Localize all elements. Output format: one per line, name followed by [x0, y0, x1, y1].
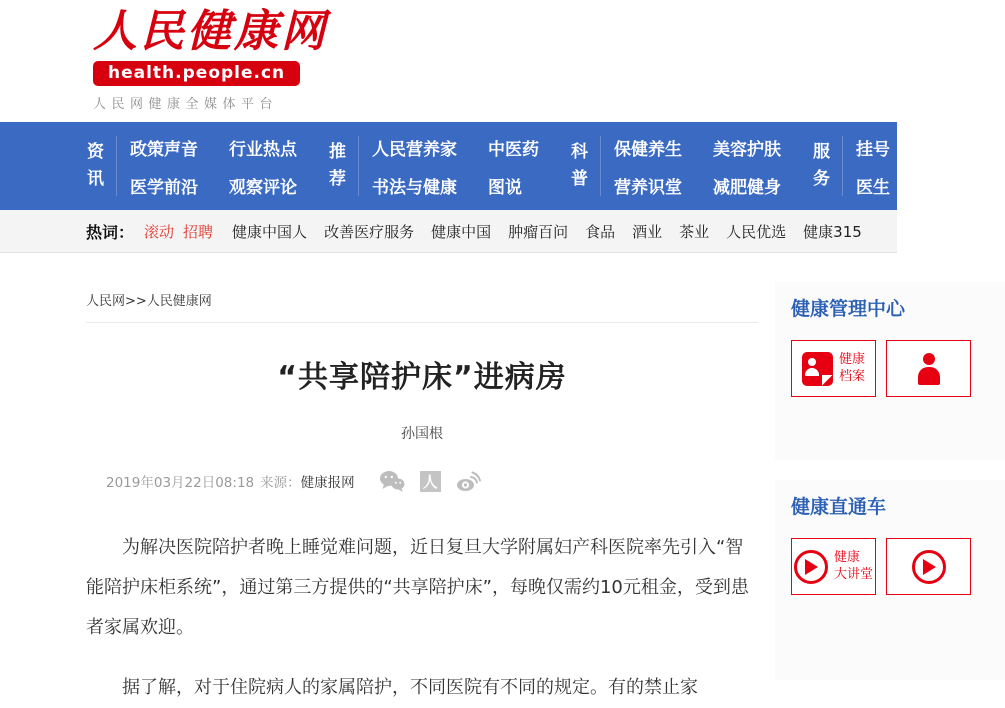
hot-link-scroll[interactable]: 滚动 [144, 222, 175, 241]
nav-item-people-nutrition[interactable]: 人民营养家 [372, 139, 457, 160]
article-author: 孙国根 [401, 426, 443, 442]
share-buttons [379, 470, 481, 492]
sidebar-card-partial[interactable] [886, 340, 971, 397]
nav-item-medical-frontier[interactable]: 医学前沿 [130, 177, 198, 198]
nav-separator [600, 136, 601, 196]
nav-item-encyclopedia[interactable]: 百科 [921, 139, 955, 160]
logo-domain-badge: health.people.cn [93, 61, 300, 86]
health-lecture-card[interactable] [791, 538, 876, 595]
nav-item-fitness[interactable]: 减肥健身 [713, 177, 781, 198]
hot-link-people-select[interactable]: 人民优选 [726, 222, 787, 241]
nav-group-label-tuijian[interactable]: 推 荐 [329, 141, 346, 189]
nav-group-tuijian [328, 135, 570, 198]
hot-link-recruit[interactable]: 招聘 [183, 222, 214, 241]
nav-group-fuwu [812, 135, 986, 198]
nav-column [488, 135, 539, 198]
hot-link-improve-medical-service[interactable]: 改善医疗服务 [324, 222, 415, 241]
nav-item-industry-hotspot[interactable]: 行业热点 [229, 139, 297, 160]
article-paragraph: 据了解，对于住院病人的家属陪护，不同医院有不同的规定。有的禁止家 [122, 677, 698, 698]
nav-separator [358, 136, 359, 196]
play-icon [912, 550, 946, 584]
logo-calligraphy-text: 人民健康网 [93, 6, 328, 57]
hot-link-healthy-china[interactable]: 健康中国 [431, 222, 492, 241]
nav-group-label-kepu[interactable]: 科 普 [571, 141, 588, 189]
panel-cards [791, 340, 1005, 397]
nav-column [921, 135, 955, 198]
breadcrumb[interactable]: 人民网>>人民健康网 [86, 253, 758, 323]
panel-gap [775, 460, 1005, 480]
nav-column [372, 135, 457, 198]
article-column [86, 253, 758, 708]
people-share-icon[interactable]: 人 [420, 471, 441, 492]
nav-item-tcm[interactable]: 中医药 [488, 139, 539, 160]
panel-cards [791, 538, 1005, 595]
nav-item-calligraphy-health[interactable]: 书法与健康 [372, 177, 457, 198]
nav-separator [842, 136, 843, 196]
nav-column [856, 135, 890, 198]
source-link[interactable]: 健康报网 [300, 475, 355, 491]
hot-link-liquor[interactable]: 酒业 [632, 222, 663, 241]
hot-link-tumor-questions[interactable]: 肿瘤百问 [508, 222, 569, 241]
health-archive-card[interactable] [791, 340, 876, 397]
hot-link-health-315[interactable]: 健康315 [803, 222, 862, 241]
hot-link-food[interactable]: 食品 [585, 222, 616, 241]
nav-separator [116, 136, 117, 196]
nav-column [130, 135, 198, 198]
nav-item-observation-review[interactable]: 观察评论 [229, 177, 297, 198]
play-icon [794, 550, 828, 584]
weibo-share-icon[interactable] [456, 471, 481, 492]
nav-item-health-regimen[interactable]: 保健养生 [614, 139, 682, 160]
nav-group-label-zixun[interactable]: 资 讯 [87, 141, 104, 189]
site-header [0, 0, 897, 122]
logo-tagline: 人民网健康全媒体平台 [93, 97, 279, 112]
health-express-panel [775, 480, 1005, 680]
hot-link-healthy-chinese[interactable]: 健康中国人 [232, 222, 308, 241]
nav-group-kepu [570, 135, 812, 198]
panel-title-health-express: 健康直通车 [791, 496, 887, 518]
article-date: 2019年03月22日08:18 [106, 475, 255, 491]
nav-item-hundred-questions[interactable]: 百问 [921, 177, 955, 198]
site-logo[interactable] [93, 4, 328, 112]
nav-item-nutrition-class[interactable]: 营养识堂 [614, 177, 682, 198]
article-paragraph: 为解决医院陪护者晚上睡觉难问题，近日复旦大学附属妇产科医院率先引入“智能陪护床柜系统”，通过第三方提供的“共享陪护床”，每晚仅需约10元租金，受到患者家属欢迎。 [86, 537, 749, 638]
person-icon [916, 351, 942, 387]
right-sidebar [775, 282, 1005, 680]
panel-title-health-management: 健康管理中心 [791, 298, 906, 320]
health-archive-label: 健康 档案 [838, 352, 865, 384]
nav-item-pictorial[interactable]: 图说 [488, 177, 522, 198]
nav-item-policy-voice[interactable]: 政策声音 [130, 139, 198, 160]
main-nav [0, 122, 955, 210]
sidebar-card-partial[interactable] [886, 538, 971, 595]
hot-words-bar [0, 210, 897, 253]
hot-words-label: 热词： [86, 222, 135, 242]
nav-column [229, 135, 297, 198]
nav-column [614, 135, 682, 198]
article-meta [86, 470, 758, 492]
article-title: “共享陪护床”进病房 [277, 360, 567, 395]
health-management-panel [775, 282, 1005, 460]
nav-item-beauty-skincare[interactable]: 美容护肤 [713, 139, 781, 160]
nav-group-zixun [86, 135, 328, 198]
nav-item-doctor[interactable]: 医生 [856, 177, 890, 198]
nav-column [713, 135, 781, 198]
source-label: 来源： [260, 475, 301, 491]
nav-item-registration[interactable]: 挂号 [856, 139, 890, 160]
health-archive-icon [802, 352, 833, 386]
wechat-share-icon[interactable] [379, 470, 405, 492]
hot-link-tea[interactable]: 茶业 [679, 222, 710, 241]
article-body [86, 528, 758, 708]
health-lecture-label: 健康 大讲堂 [833, 550, 873, 582]
nav-group-label-fuwu[interactable]: 服 务 [813, 141, 830, 189]
